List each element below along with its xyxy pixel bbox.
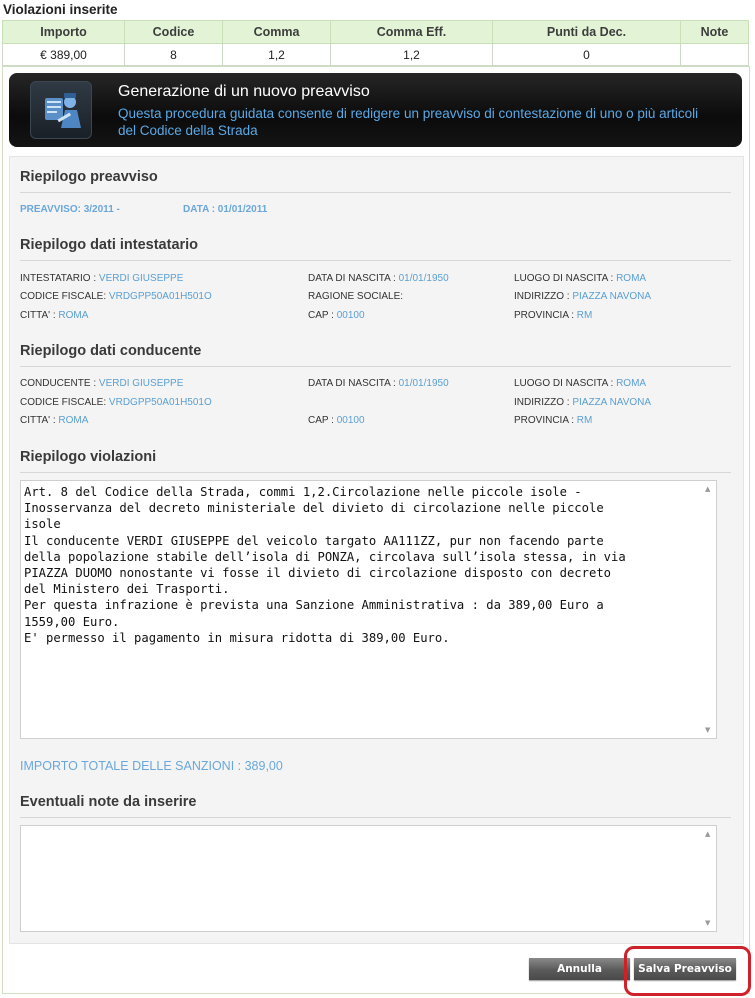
label: DATA DI NASCITA : [308,273,396,284]
officer-icon [30,81,92,139]
field-luogo-nascita [514,273,646,284]
label: CONDUCENTE : [20,378,97,389]
value: VRDGPP50A01H501O [108,397,212,408]
value: VRDGPP50A01H501O [108,291,212,302]
table-row[interactable] [3,44,749,66]
value: ROMA [616,378,647,389]
field-provincia [514,310,592,321]
label: CODICE FISCALE: [20,397,107,408]
value: ROMA [58,415,89,426]
label: INTESTATARIO : [20,273,97,284]
label: LUOGO DI NASCITA : [514,378,614,389]
preavviso-number: PREAVVISO: 3/2011 - [20,204,120,215]
divider [20,472,731,473]
field-conducente [20,378,183,389]
label: CAP : [308,310,334,321]
annulla-button[interactable]: Annulla [529,958,630,980]
violations-table [2,20,749,66]
cell-codice: 8 [125,44,223,66]
value: PIAZZA NAVONA [572,291,652,302]
divider [20,260,731,261]
label: CAP : [308,415,334,426]
value: VERDI GIUSEPPE [98,378,184,389]
col-punti: Punti da Dec. [493,21,681,44]
section-title-violazioni: Riepilogo violazioni [20,449,157,465]
value: 01/01/1950 [398,273,449,284]
field-provincia [514,415,592,426]
value: 01/01/1950 [398,378,449,389]
label: LUOGO DI NASCITA : [514,273,614,284]
cell-comma-eff: 1,2 [331,44,493,66]
label: CITTA' : [20,310,56,321]
col-importo: Importo [3,21,125,44]
banner-subtitle: Questa procedura guidata consente di redigere un preavviso di contestazione di uno o più articoli del Codice della Strada [118,106,699,138]
scroll-up-icon[interactable]: ▲ [705,485,711,493]
divider [20,192,731,193]
field-citta [20,415,88,426]
section-title-conducente: Riepilogo dati conducente [20,343,202,359]
violations-textarea[interactable] [20,480,717,739]
value: ROMA [616,273,647,284]
field-cap [308,415,365,426]
divider [20,817,731,818]
col-codice: Codice [125,21,223,44]
scroll-up-icon[interactable]: ▲ [705,830,711,838]
total-sanctions: IMPORTO TOTALE DELLE SANZIONI : 389,00 [20,759,283,773]
col-comma: Comma [223,21,331,44]
wizard-banner [9,73,742,147]
label: PROVINCIA : [514,310,575,321]
cell-comma: 1,2 [223,44,331,66]
field-luogo-nascita [514,378,646,389]
col-note: Note [681,21,749,44]
section-title-preavviso: Riepilogo preavviso [20,169,158,185]
field-data-nascita [308,273,449,284]
cell-importo: € 389,00 [3,44,125,66]
label: DATA DI NASCITA : [308,378,396,389]
field-cap [308,310,365,321]
label: INDIRIZZO : [514,291,570,302]
salva-preavviso-button[interactable]: Salva Preavviso [634,958,736,980]
notes-text [21,826,716,829]
field-citta [20,310,88,321]
notes-textarea[interactable] [20,825,717,932]
scrollbar[interactable] [701,826,716,931]
field-intestatario [20,273,183,284]
section-title-intestatario: Riepilogo dati intestatario [20,237,199,253]
scroll-down-icon[interactable]: ▼ [705,919,711,927]
label: CITTA' : [20,415,56,426]
cell-note [681,44,749,66]
label: PROVINCIA : [514,415,575,426]
section-title-note: Eventuali note da inserire [20,794,197,810]
scrollbar[interactable] [701,481,716,738]
col-comma-eff: Comma Eff. [331,21,493,44]
field-data-nascita [308,378,449,389]
banner-title: Generazione di un nuovo preavviso [118,83,370,100]
page-title: Violazioni inserite [3,2,118,17]
value: ROMA [58,310,89,321]
field-ragione-sociale [308,291,403,302]
value: VERDI GIUSEPPE [98,273,184,284]
field-indirizzo [514,291,651,302]
field-indirizzo [514,397,651,408]
table-header-row [3,21,749,44]
value: PIAZZA NAVONA [572,397,652,408]
value: RM [576,415,593,426]
preavviso-date: DATA : 01/01/2011 [183,204,268,215]
label: INDIRIZZO : [514,397,570,408]
value: 00100 [336,415,365,426]
divider [20,366,731,367]
value: RM [576,310,593,321]
label: CODICE FISCALE: [20,291,107,302]
field-codice-fiscale [20,397,212,408]
scroll-down-icon[interactable]: ▼ [705,726,711,734]
violations-text: Art. 8 del Codice della Strada, commi 1,2.Circolazione nelle piccole isole - Inosservanza del decreto ministeriale del divieto di circolazione nelle piccole isole Il conducente VERDI GIUSEPPE del veicolo targato AA111ZZ, pur non facendo parte della popolazione stabile dell’isola di PONZA, circolava sull’isola stessa, in via PIAZZA DUOMO nonostante vi fosse il divieto di circolazione disposto con decreto del Ministero dei Trasporti. Per questa infrazione è prevista una Sanzione Amministrativa : da 389,00 Euro a 1559,00 Euro. E' permesso il pagamento in misura ridotta di 389,00 Euro. [24,485,626,645]
value: 00100 [336,310,365,321]
label: RAGIONE SOCIALE: [308,291,404,302]
field-codice-fiscale [20,291,212,302]
cell-punti: 0 [493,44,681,66]
